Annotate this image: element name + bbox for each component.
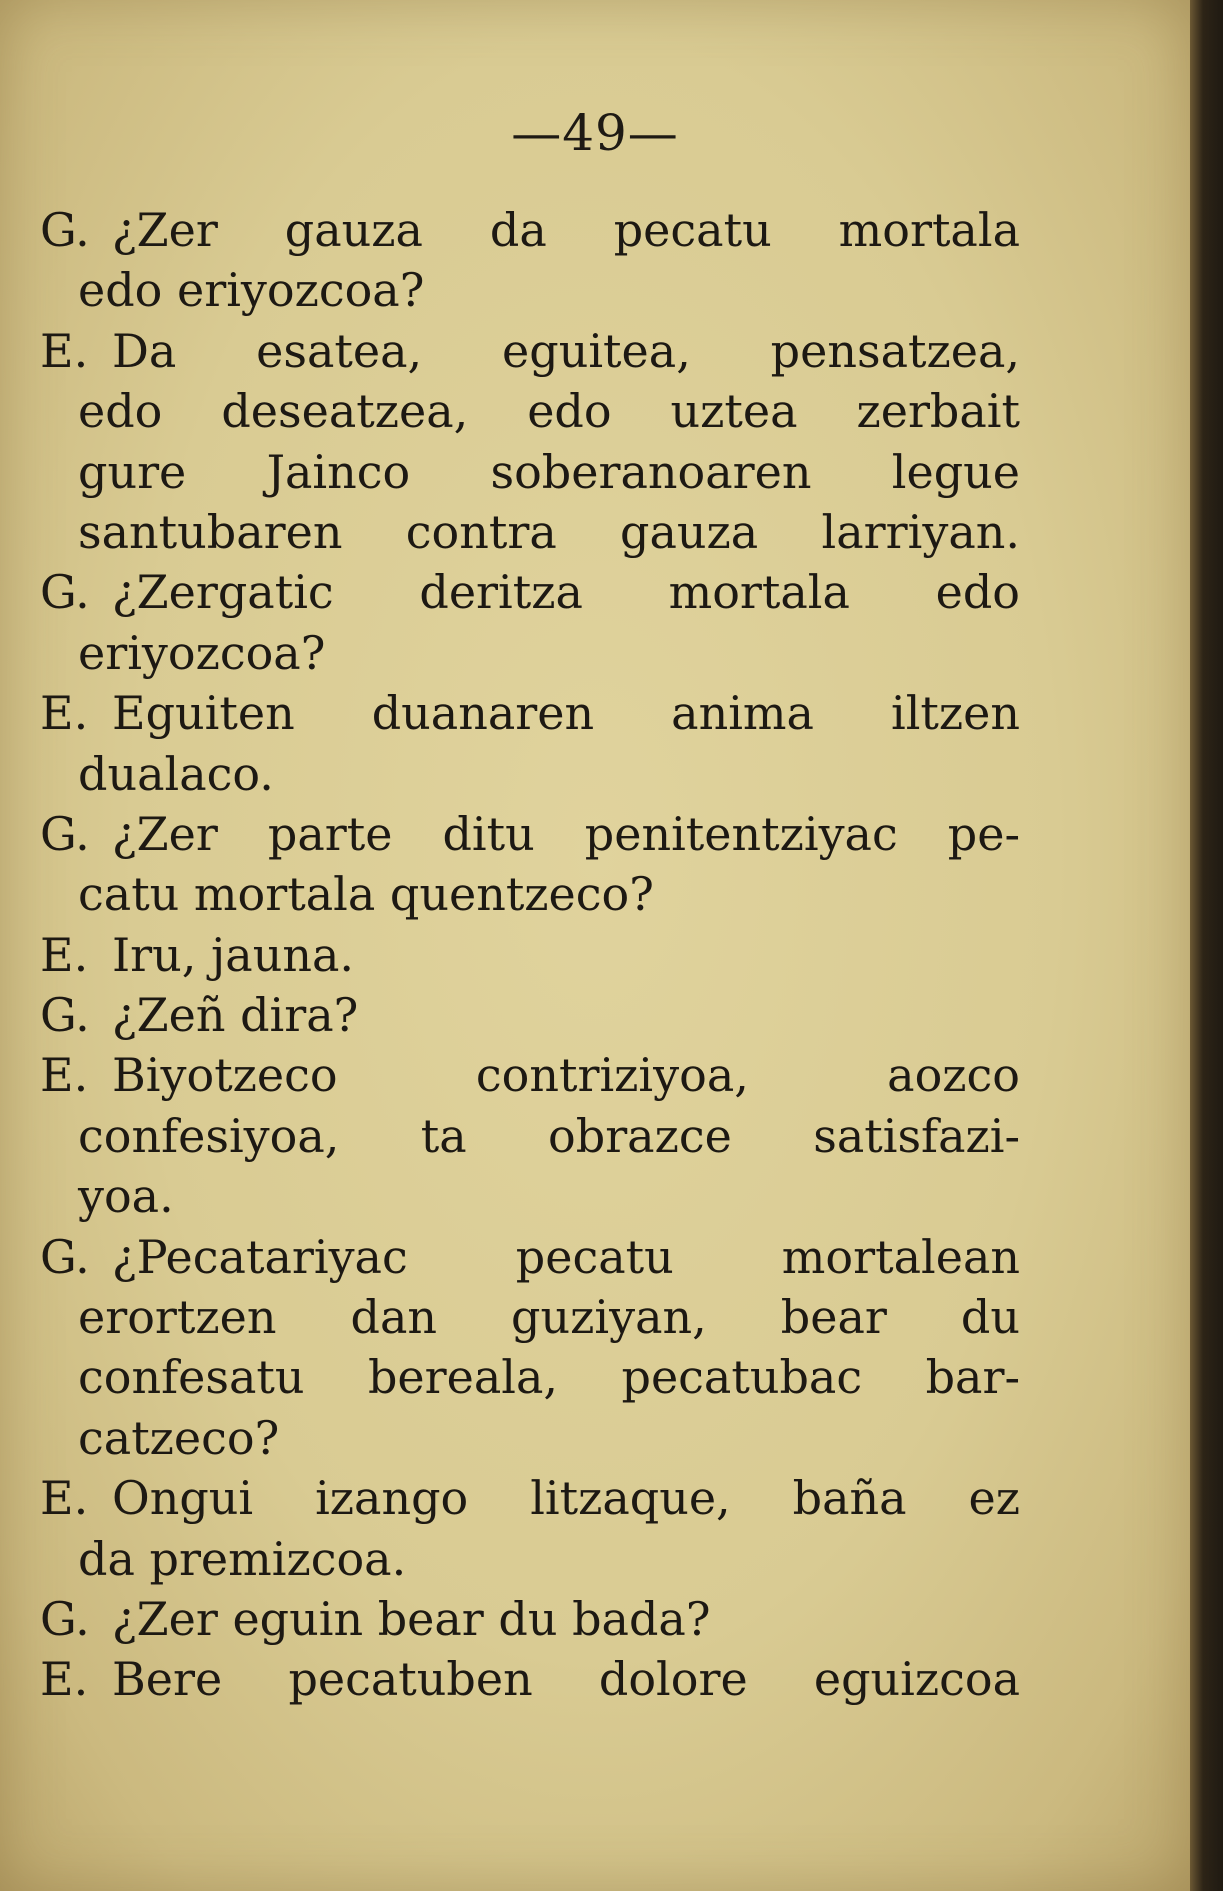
line-text: yoa. [78, 1169, 174, 1224]
text-line [40, 1106, 1020, 1166]
line-text: ¿Zer parte ditu penitentziyac pe- [112, 806, 1020, 861]
line-text: ¿Zer gauza da pecatu mortala [112, 203, 1020, 257]
speaker-label: E. [40, 927, 89, 982]
line-text: ¿Pecatariyac pecatu mortalean [112, 1229, 1020, 1284]
line-text: santubaren contra gauza larriyan. [78, 504, 1020, 559]
line-text: dualaco. [78, 746, 274, 801]
speaker-label: E. [40, 1048, 89, 1103]
line-text: edo deseatzea, edo uztea zerbait [78, 384, 1020, 439]
speaker-label: G. [40, 565, 90, 620]
text-line [40, 562, 1020, 622]
text-line [40, 442, 1020, 502]
line-text: Da esatea, eguitea, pensatzea, [112, 323, 1020, 378]
speaker-label: E. [40, 686, 89, 741]
text-line [40, 381, 1020, 441]
book-spine-edge [1190, 0, 1223, 1891]
speaker-label: E. [40, 1652, 89, 1707]
text-line [40, 623, 1020, 683]
catechism-text [40, 200, 1020, 1710]
line-text: gure Jainco soberanoaren legue [78, 444, 1020, 499]
line-text: ¿Zeñ dira? [112, 988, 359, 1043]
line-text: ¿Zer eguin bear du bada? [112, 1591, 711, 1646]
speaker-label: G. [40, 1229, 90, 1284]
text-line [40, 864, 1020, 924]
text-line [40, 1287, 1020, 1347]
speaker-label: E. [40, 1471, 89, 1526]
text-line [40, 1589, 1020, 1649]
speaker-label: G. [40, 988, 90, 1043]
line-text: Iru, jauna. [112, 927, 355, 982]
line-text: erortzen dan guziyan, bear du [78, 1290, 1020, 1345]
line-text: edo eriyozcoa? [78, 263, 425, 318]
line-text: Biyotzeco contriziyoa, aozco [112, 1048, 1020, 1103]
speaker-label: G. [40, 203, 90, 257]
text-line [40, 321, 1020, 381]
line-text: catu mortala quentzeco? [78, 867, 654, 922]
text-line [40, 1227, 1020, 1287]
line-text: Eguiten duanaren anima iltzen [112, 686, 1020, 741]
text-line [40, 1408, 1020, 1468]
line-text: catzeco? [78, 1410, 280, 1465]
text-line [40, 1649, 1020, 1709]
text-line [40, 260, 1020, 320]
text-line [40, 1529, 1020, 1589]
text-line [40, 1468, 1020, 1528]
speaker-label: G. [40, 1591, 90, 1646]
text-line [40, 1166, 1020, 1226]
line-text: confesiyoa, ta obrazce satisfazi- [78, 1108, 1020, 1163]
line-text: ¿Zergatic deritza mortala edo [112, 565, 1020, 620]
text-line [40, 925, 1020, 985]
text-line [40, 683, 1020, 743]
speaker-label: E. [40, 323, 89, 378]
line-text: Bere pecatuben dolore eguizcoa [112, 1652, 1020, 1707]
line-text: confesatu bereala, pecatubac bar- [78, 1350, 1020, 1405]
line-text: eriyozcoa? [78, 625, 326, 680]
text-line [40, 200, 1020, 260]
text-line [40, 804, 1020, 864]
line-text: da premizcoa. [78, 1531, 407, 1586]
text-line [40, 502, 1020, 562]
text-line [40, 985, 1020, 1045]
speaker-label: G. [40, 806, 90, 861]
text-line [40, 1045, 1020, 1105]
line-text: Ongui izango litzaque, baña ez [112, 1471, 1020, 1526]
text-line [40, 1347, 1020, 1407]
text-line [40, 744, 1020, 804]
page-number: —49— [511, 104, 679, 162]
